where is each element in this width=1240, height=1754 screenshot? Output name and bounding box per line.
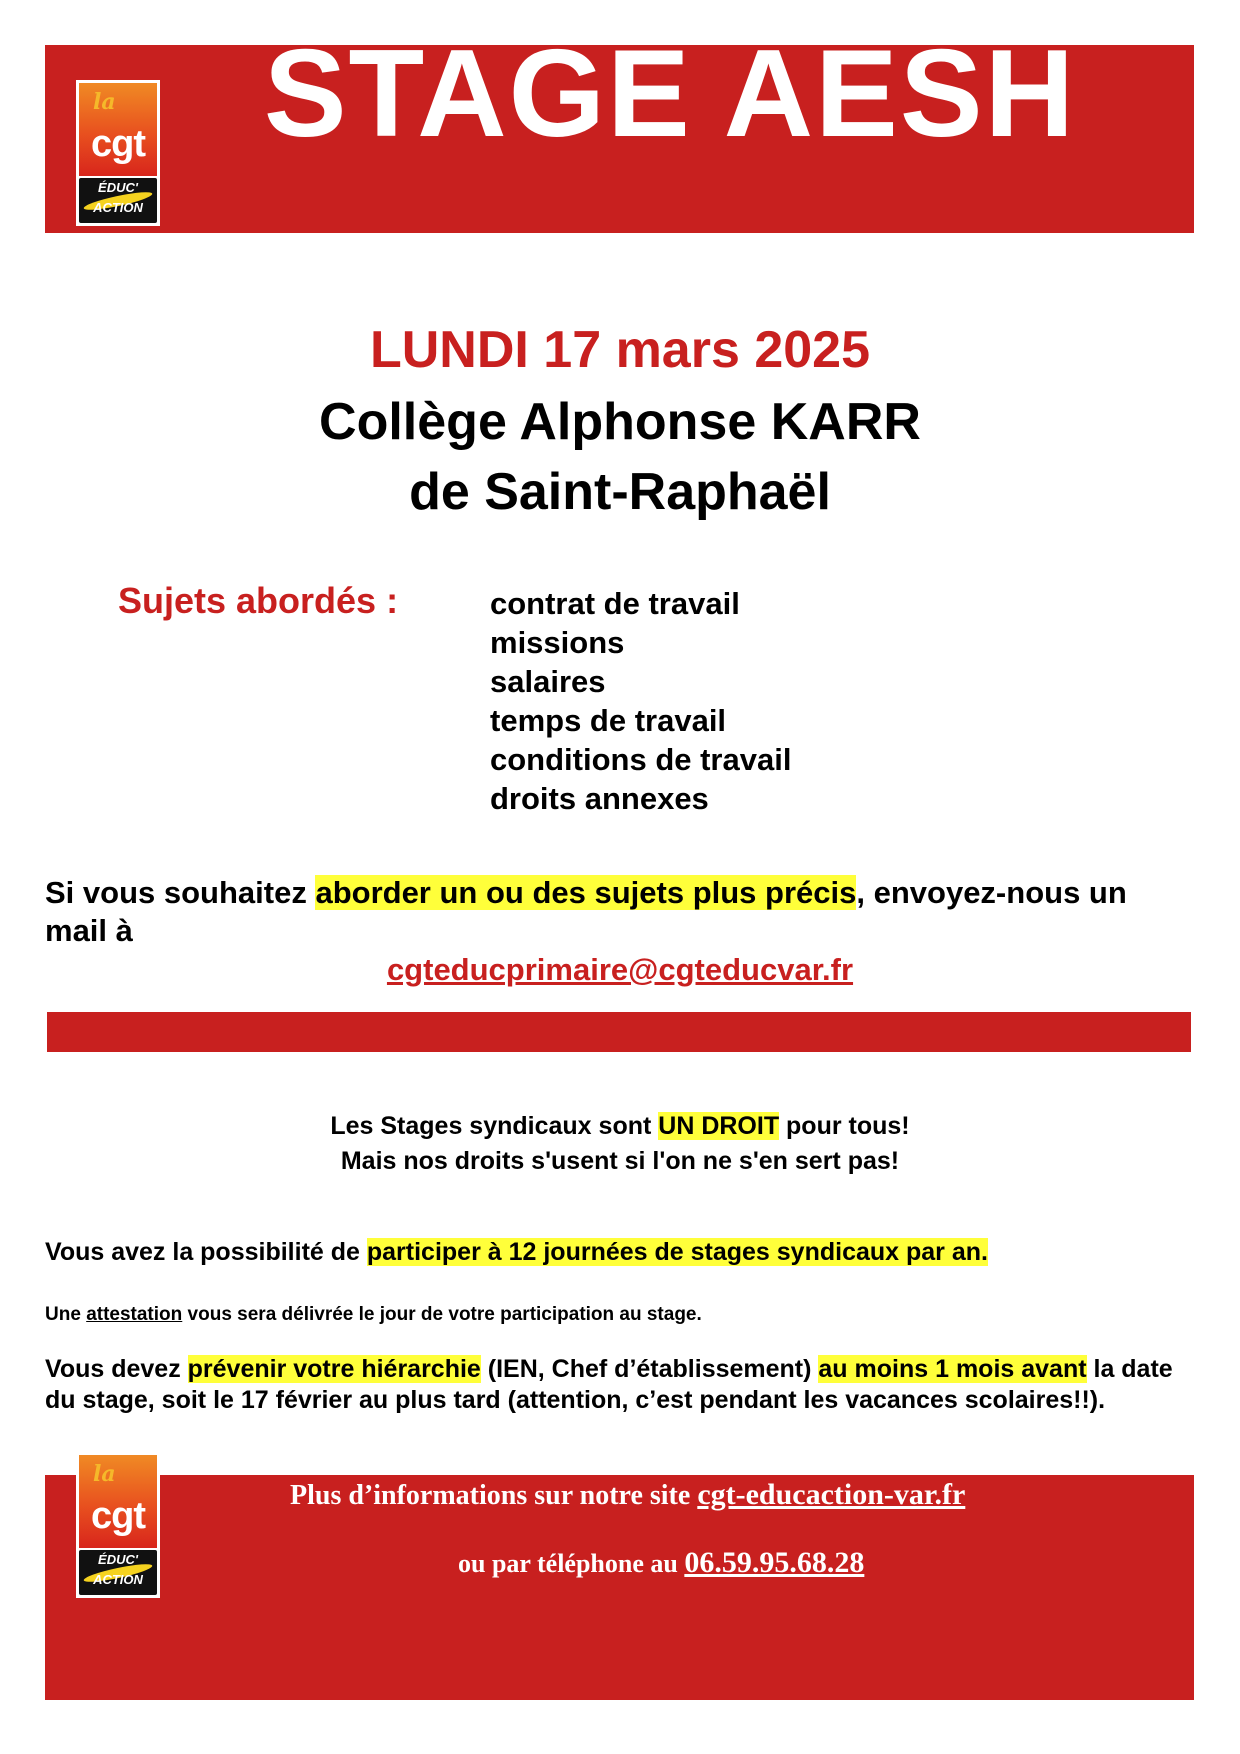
logo-top	[79, 83, 157, 176]
attestation-before: Une	[45, 1304, 87, 1325]
logo-top	[79, 1455, 157, 1548]
possibility-paragraph	[45, 1236, 988, 1268]
contact-paragraph	[45, 874, 1195, 950]
footer-info-text: Plus d’informations sur notre site	[290, 1480, 698, 1511]
logo-educ: ÉDUC'	[98, 180, 138, 195]
logo-la: la	[93, 1461, 116, 1487]
contact-text-before: Si vous souhaitez	[45, 875, 316, 910]
rights-before: Les Stages syndicaux sont	[330, 1112, 659, 1140]
contact-text-after: , envoyez-nous un mail à	[45, 875, 1127, 948]
list-item: droits annexes	[490, 781, 709, 816]
topics-list	[490, 584, 791, 818]
rights-after: pour tous!	[779, 1112, 910, 1140]
attestation-after: vous sera délivrée le jour de votre participation au stage.	[182, 1304, 702, 1325]
logo-educ: ÉDUC'	[98, 1552, 138, 1567]
email-link[interactable]: cgteducprimaire@cgteducvar.fr	[386, 952, 854, 987]
logo-la: la	[93, 89, 116, 115]
contact-highlight: aborder un ou des sujets plus précis	[315, 875, 857, 910]
attestation-underlined: attestation	[86, 1304, 183, 1325]
cgt-logo-footer	[76, 1452, 160, 1598]
logo-cgt: cgt	[91, 1495, 145, 1537]
website-link[interactable]: cgt-educaction-var.fr	[697, 1478, 966, 1511]
notice-part1: Vous devez	[45, 1355, 188, 1383]
list-item: conditions de travail	[490, 742, 792, 777]
divider-bar	[47, 1012, 1191, 1052]
footer-info-line	[290, 1478, 965, 1512]
list-item: salaires	[490, 664, 606, 699]
notice-part3: la date du stage, soit le 17 février au plus tard (attention, c’est pendant les vacances scolaires!!).	[45, 1355, 1173, 1414]
notice-highlight1: prévenir votre hiérarchie	[187, 1355, 481, 1383]
list-item: missions	[490, 625, 625, 660]
event-venue-line2: de Saint-Raphaël	[409, 463, 831, 521]
notice-part2: (IEN, Chef d’établissement)	[480, 1355, 819, 1383]
notice-paragraph	[45, 1354, 1195, 1416]
attestation-paragraph	[45, 1302, 702, 1328]
phone-link[interactable]: 06.59.95.68.28	[684, 1546, 865, 1579]
footer-phone-text: ou par téléphone au	[458, 1549, 685, 1578]
event-venue-line1: Collège Alphonse KARR	[319, 393, 921, 451]
notice-highlight2: au moins 1 mois avant	[818, 1355, 1087, 1383]
logo-bottom	[79, 178, 157, 223]
footer-phone-line	[458, 1546, 864, 1580]
page-title: STAGE AESH	[263, 25, 1077, 163]
cgt-logo	[76, 80, 160, 226]
list-item: contrat de travail	[490, 586, 740, 621]
possibility-highlight: participer à 12 journées de stages syndicaux par an.	[366, 1238, 988, 1266]
logo-action: ACTION	[93, 200, 143, 215]
rights-line2: Mais nos droits s'usent si l'on ne s'en sert pas!	[340, 1147, 900, 1175]
event-date: LUNDI 17 mars 2025	[369, 321, 871, 379]
logo-action: ACTION	[93, 1572, 143, 1587]
topics-label: Sujets abordés :	[118, 580, 399, 621]
logo-bottom	[79, 1550, 157, 1595]
list-item: temps de travail	[490, 703, 727, 738]
rights-highlight: UN DROIT	[658, 1112, 780, 1140]
possibility-before: Vous avez la possibilité de	[45, 1238, 367, 1266]
logo-cgt: cgt	[91, 123, 145, 165]
rights-line1	[0, 1110, 1240, 1142]
